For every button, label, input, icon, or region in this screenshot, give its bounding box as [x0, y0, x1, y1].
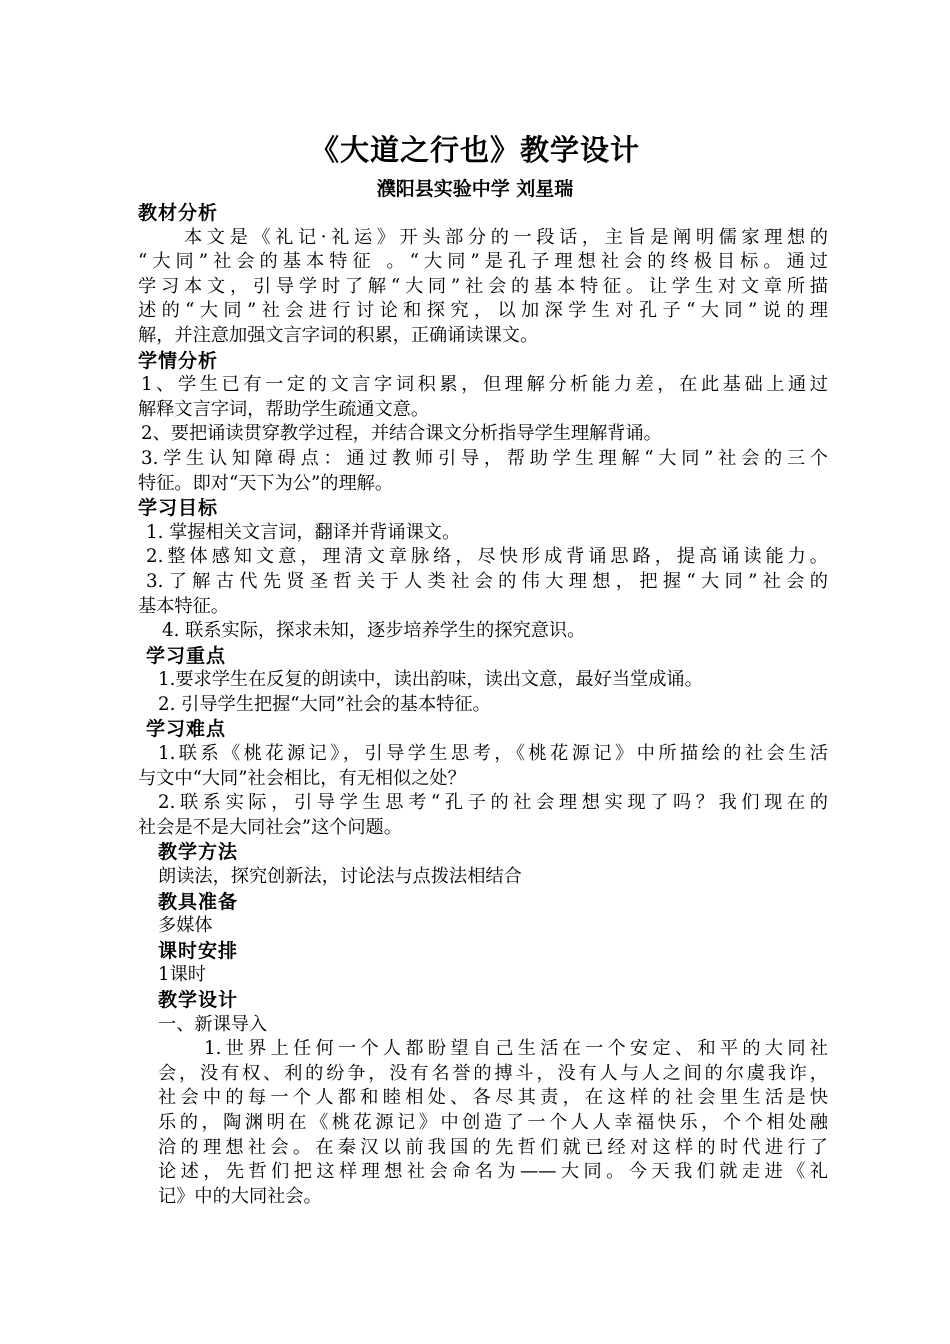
paragraph-line: 社会中的每一个人都和睦相处、各尽其责，在这样的社会里生活是快	[158, 1087, 828, 1109]
paragraph-line: 解，并注意加强文言字词的积累，正确诵读课文。	[138, 324, 539, 346]
paragraph-line: 多媒体	[158, 915, 213, 937]
section-heading-schedule: 课时安排	[158, 939, 239, 962]
list-item: 1. 掌握相关文言词，翻译并背诵课文。	[146, 521, 461, 543]
paragraph-line: 本文是《礼记·礼运》开头部分的一段话，主旨是阐明儒家理想的	[184, 226, 828, 248]
paragraph-line: 1.世界上任何一个人都盼望自己生活在一个安定、和平的大同社	[204, 1038, 828, 1060]
document-body	[138, 201, 828, 1209]
document-title: 《大道之行也》教学设计	[309, 133, 640, 167]
list-item: 1.要求学生在反复的朗读中，读出韵味，读出文意，最好当堂成诵。	[158, 669, 703, 691]
paragraph-line: 乐的，陶渊明在《桃花源记》中创造了一个人人幸福快乐，个个相处融	[158, 1111, 828, 1133]
list-item-continuation: 与文中“大同”社会相比，有无相似之处？	[138, 767, 466, 789]
list-item: 1、学生已有一定的文言字词积累，但理解分析能力差，在此基础上通过	[141, 374, 828, 396]
list-item: 1.联系《桃花源记》，引导学生思考，《桃花源记》中所描绘的社会生活	[158, 743, 828, 765]
section-heading-design: 教学设计	[158, 989, 239, 1011]
list-item: 2.整体感知文意，理清文章脉络，尽快形成背诵思路，提高诵读能力。	[146, 546, 828, 568]
section-heading-student-analysis: 学情分析	[138, 349, 219, 372]
list-item: 3.学生认知障碍点：通过教师引导，帮助学生理解“大同”社会的三个	[141, 447, 828, 469]
list-item: 3.了解古代先贤圣哲关于人类社会的伟大理想，把握“大同”社会的	[146, 570, 828, 592]
list-item: 2. 引导学生把握“大同”社会的基本特征。	[158, 693, 491, 715]
section-heading-tools: 教具准备	[158, 890, 239, 913]
list-item-continuation: 解释文言字词，帮助学生疏通文意。	[138, 398, 430, 420]
paragraph-line: 学习本文，引导学时了解“大同”社会的基本特征。让学生对文章所描	[138, 275, 828, 297]
paragraph-line: 记》中的大同社会。	[158, 1185, 322, 1207]
paragraph-line: 1课时	[158, 964, 206, 986]
list-item-continuation: 社会是不是大同社会”这个问题。	[138, 816, 402, 838]
section-heading-material-analysis: 教材分析	[138, 202, 219, 224]
paragraph-line: 朗读法，探究创新法，讨论法与点拨法相结合	[158, 866, 522, 888]
list-item: 2、要把诵读贯穿教学过程，并结合课文分析指导学生理解背诵。	[141, 423, 662, 445]
section-heading-key-points: 学习重点	[146, 644, 227, 667]
list-item-continuation: 特征。即对“天下为公”的理解。	[138, 472, 394, 494]
list-item-continuation: 基本特征。	[138, 595, 229, 617]
author-line: 濮阳县实验中学 刘星瑞	[376, 178, 574, 200]
subsection-heading-intro: 一、新课导入	[158, 1013, 268, 1035]
paragraph-line: 会，没有权、利的纷争，没有名誉的搏斗，没有人与人之间的尔虞我诈，	[158, 1062, 828, 1084]
list-item: 4. 联系实际，探求未知，逐步培养学生的探究意识。	[162, 620, 586, 642]
paragraph-line: 洽的理想社会。在秦汉以前我国的先哲们就已经对这样的时代进行了	[158, 1136, 828, 1158]
section-heading-difficulties: 学习难点	[146, 718, 227, 741]
paragraph-line: 述的“大同”社会进行讨论和探究，以加深学生对孔子“大同”说的理	[138, 300, 828, 322]
section-heading-methods: 教学方法	[158, 841, 239, 864]
section-heading-objectives: 学习目标	[138, 497, 219, 520]
paragraph-line: “大同”社会的基本特征 。“大同”是孔子理想社会的终极目标。通过	[138, 251, 828, 273]
paragraph-line: 论述，先哲们把这样理想社会命名为——大同。今天我们就走进《礼	[158, 1161, 828, 1183]
list-item: 2.联系实际，引导学生思考“孔子的社会理想实现了吗？我们现在的	[158, 792, 828, 814]
